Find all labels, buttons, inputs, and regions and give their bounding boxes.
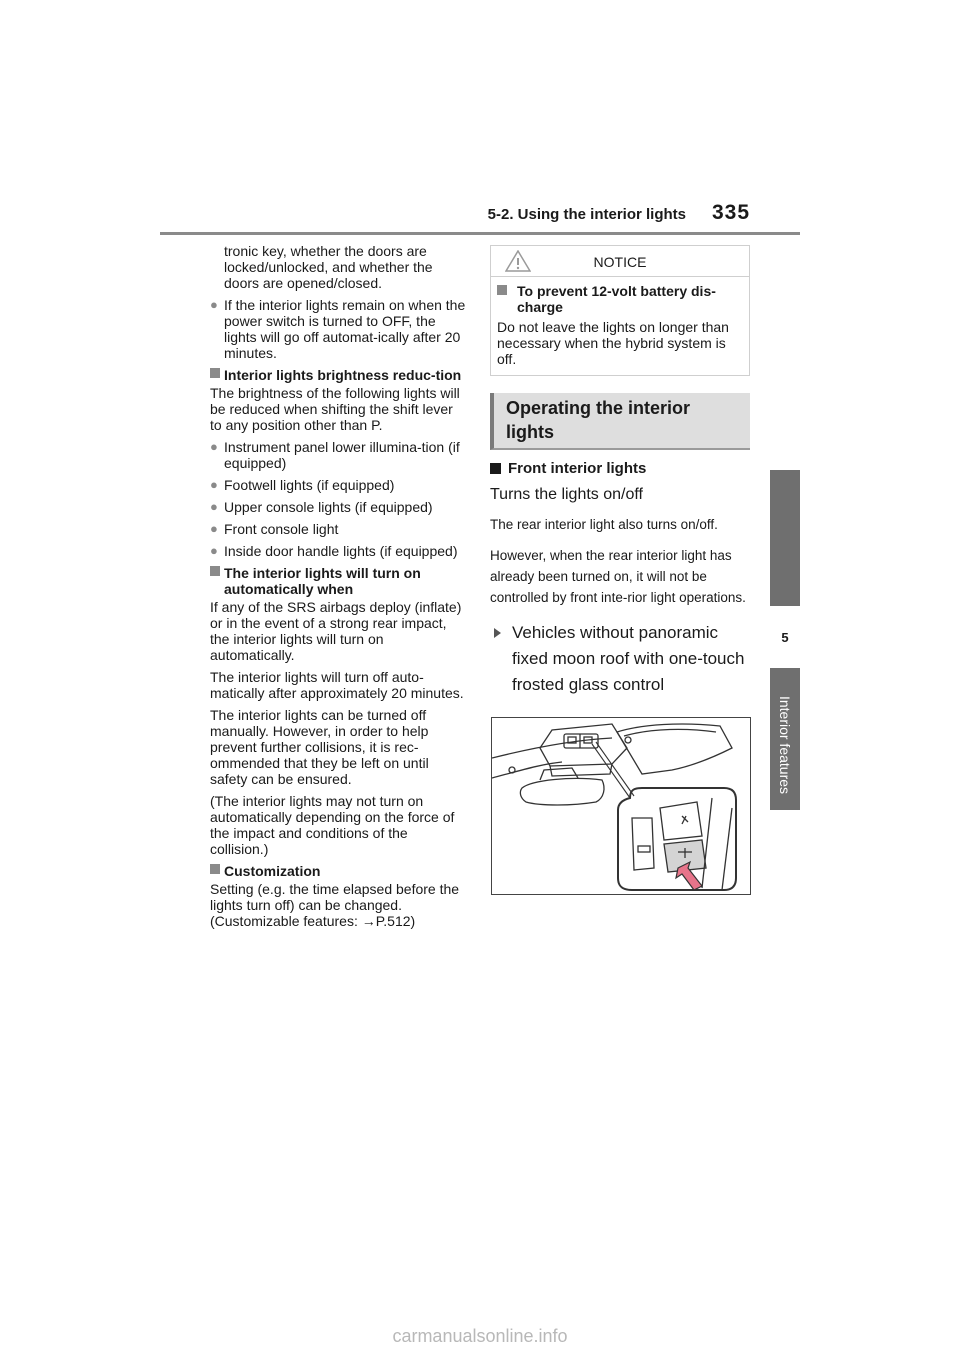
paragraph: However, when the rear interior light has already been turned on, it will not be controlled by front inte-rior light operations. xyxy=(490,548,746,605)
right-column xyxy=(490,245,750,698)
notice-title: NOTICE xyxy=(593,254,647,270)
notice-heading-row xyxy=(497,283,741,315)
list-item xyxy=(210,543,468,559)
list-item xyxy=(210,477,468,493)
watermark: carmanualsonline.info xyxy=(392,1326,568,1346)
left-column xyxy=(210,243,468,935)
bullet-icon: ● xyxy=(210,499,218,514)
variant-text: Vehicles without panoramic fixed moon roof with one-touch frosted glass control xyxy=(512,623,745,694)
chapter-label: Interior features xyxy=(777,695,793,795)
bullet-icon: ● xyxy=(210,439,218,454)
auto-on-paragraph: (The interior lights may not turn on automatically depending on the force of the impact and conditions of the collision.) xyxy=(210,793,455,857)
brightness-item: Front console light xyxy=(224,521,339,537)
customization-heading: Customization xyxy=(224,863,321,879)
variant-row xyxy=(490,620,750,698)
square-bullet-icon xyxy=(210,566,220,576)
brightness-heading-row xyxy=(210,367,468,383)
overhead-console-drawing xyxy=(492,718,750,894)
notice-body: Do not leave the lights on longer than necessary when the hybrid system is off. xyxy=(497,319,729,367)
square-bullet-icon xyxy=(210,864,220,874)
paragraph: The rear interior light also turns on/off. xyxy=(490,517,718,532)
sub-heading: Front interior lights xyxy=(508,460,647,477)
sub-heading-row xyxy=(490,460,750,477)
list-item xyxy=(210,439,468,471)
auto-on-paragraph: The interior lights can be turned off manually. However, in order to help prevent further collisions, it is rec-ommended that they be left on until safety can be ensured. xyxy=(210,707,429,787)
customization-heading-row xyxy=(210,863,468,879)
interior-light-illustration xyxy=(491,717,751,895)
list-item xyxy=(210,521,468,537)
chapter-number: 5 xyxy=(781,630,789,645)
bullet-icon: ● xyxy=(210,521,218,536)
bullet-icon: ● xyxy=(210,297,218,312)
chapter-label-container xyxy=(770,680,800,810)
bullet-icon: ● xyxy=(210,543,218,558)
header-rule xyxy=(160,232,800,235)
intro-text: tronic key, whether the doors are locked/unlocked, and whether the doors are opened/closed. xyxy=(224,243,433,291)
section-heading: Operating the interior lights xyxy=(490,393,750,450)
brightness-item: Upper console lights (if equipped) xyxy=(224,499,433,515)
list-item xyxy=(210,297,468,361)
brightness-item: Inside door handle lights (if equipped) xyxy=(224,543,458,559)
action-text: Turns the lights on/off xyxy=(490,486,643,503)
auto-on-heading-row xyxy=(210,565,468,597)
square-bullet-icon xyxy=(210,368,220,378)
section-title: 5-2. Using the interior lights xyxy=(487,206,686,223)
notice-box xyxy=(490,245,750,376)
brightness-heading: Interior lights brightness reduc-tion xyxy=(224,367,462,383)
notice-header xyxy=(491,246,749,276)
auto-on-heading: The interior lights will turn on automatically when xyxy=(224,565,421,597)
brightness-item: Instrument panel lower illumina-tion (if equipped) xyxy=(224,439,460,471)
square-bullet-icon xyxy=(490,463,501,474)
auto-on-paragraph: If any of the SRS airbags deploy (inflate) or in the event of a strong rear impact, the interior lights will turn on automatically. xyxy=(210,599,462,663)
auto-off-bullet: If the interior lights remain on when the power switch is turned to OFF, the lights will go off automat-ically after 20 minutes. xyxy=(224,297,466,361)
list-item xyxy=(210,499,468,515)
notice-divider xyxy=(491,276,749,277)
customization-text: Setting (e.g. the time elapsed before the lights turn off) can be changed. (Customizable features: →P.512) xyxy=(210,881,460,929)
bullet-icon: ● xyxy=(210,477,218,492)
auto-on-paragraph: The interior lights will turn off auto-matically after approximately 20 minutes. xyxy=(210,669,464,701)
brightness-item: Footwell lights (if equipped) xyxy=(224,477,395,493)
square-bullet-icon xyxy=(497,285,507,295)
page-number: 335 xyxy=(712,201,751,224)
notice-heading: To prevent 12-volt battery dis-charge xyxy=(517,283,716,315)
brightness-text: The brightness of the following lights will be reduced when shifting the shift lever to any position other than P. xyxy=(210,385,460,433)
triangle-bullet-icon xyxy=(494,628,501,638)
